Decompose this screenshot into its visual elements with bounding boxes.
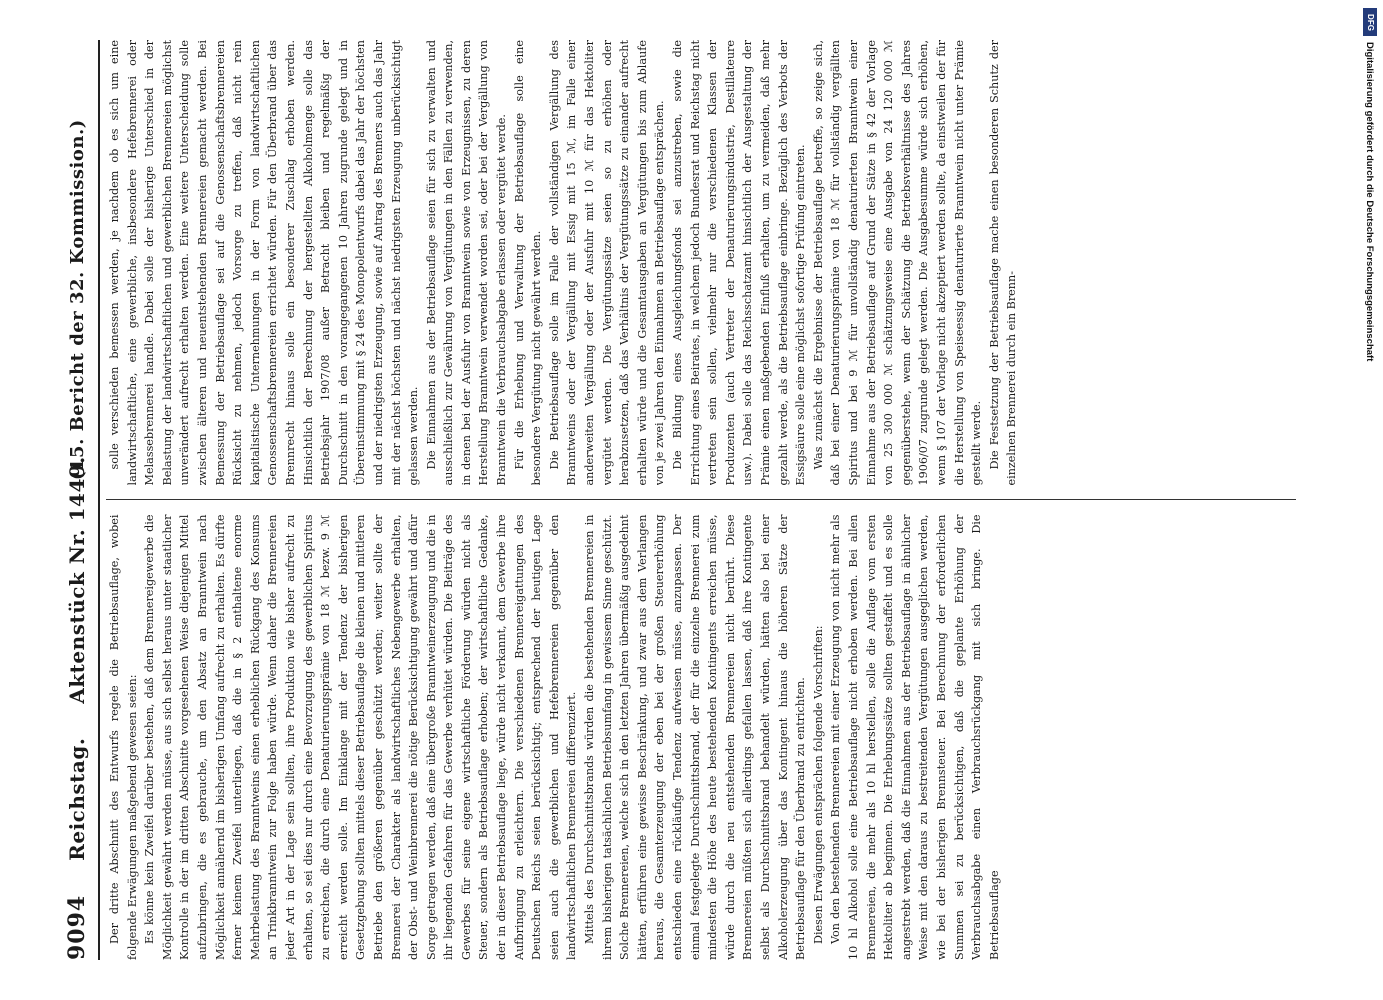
header-title-aktenstueck: Aktenstück Nr. 1449. bbox=[65, 456, 89, 704]
header-title-bericht: (15. Bericht der 32. Kommission.) bbox=[66, 119, 88, 480]
paragraph: Es könne kein Zweifel darüber bestehen, daß dem Brennereigewerbe die Möglichkeit gewährt werden müsse, aus sich selbst heraus unter staatlicher Kontrolle in der im dritten Abschnitte vorgesehenen Weise diejenigen Mittel aufzubringen, die es gebrauche, um den Absatz an Branntwein nach Möglichkeit annähernd im bisherigen Umfang aufrecht zu erhalten. Es dürfte ferner keinem Zweifel unterliegen, daß die in § 2 enthaltene enorme Mehrbelastung des Branntweins einen erheblichen Rückgang des Konsums an Trinkbranntwein zur Folge haben würde. Wenn daher die Brennereien jeder Art in der Lage sein sollten, ihre Produktion wie bisher aufrecht zu erhalten, so sei dies nur durch eine Bevorzugung des gewerblichen Spiritus zu erreichen, die durch eine Denaturierungsprämie von 18 ℳ bezw. 9 ℳ erreicht werden solle. Im Einklange mit der Tendenz der bisherigen Gesetzgebung sollten mittels dieser Betriebsauflage die kleinen und mittleren Betriebe den größeren gegenüber geschützt werden; weiter sollte der Brennerei der Charakter als landwirtschaftliches Nebengewerbe erhalten, der Obst- und Weinbrennerei die nötige Berücksichtigung gewährt und dafür Sorge getragen werden, daß eine übergroße Branntweinerzeugung und die in ihr liegenden Gefahren für das Gewerbe verhütet würden. Die Beiträge des Gewerbes für seine eigene wirtschaftliche Förderung würden nicht als Steuer, sondern als Betriebsauflage erhoben; der wirtschaftliche Gedanke, der in dieser Betriebsauflage liege, würde nicht verkannt, dem Gewerbe ihre Aufbringung zu erleichtern. Die verschiedenen Brennereigattungen des Deutschen Reichs seien berücksichtigt; entsprechend der heutigen Lage seien auch die gewerblichen und Hefebrennereien gegenüber den landwirtschaftlichen Brennereien differenziert. bbox=[143, 514, 579, 960]
dfg-logo-text: DFG bbox=[1365, 13, 1375, 31]
paragraph: solle verschieden bemessen werden, je nachdem ob es sich um eine landwirtschaftliche, eine gewerbliche, insbesondere Hefebrennerei oder Melassebrennerei handle. Dabei solle der bisherige Unterschied in der Belastung der landwirtschaftlichen und gewerblichen Brennereien möglichst unverändert aufrecht erhalten werden. Eine weitere Unterscheidung solle zwischen älteren und neuentstehenden Brennereien gemacht werden. Bei Bemessung der Betriebsauflage sei auf die Genossenschaftsbrennereien Rücksicht zu nehmen, jedoch Vorsorge zu treffen, daß nicht rein kapitalistische Unternehmungen in der Form von landwirtschaftlichen Genossenschaftsbrennereien errichtet würden. Für den Überbrand über das Brennrecht hinaus solle ein besonderer Zuschlag erhoben werden. Hinsichtlich der Berechnung der hergestellten Alkoholmenge solle das Betriebsjahr 1907/08 außer Betracht bleiben und regelmäßig der Durchschnitt in den vorangegangenen 10 Jahren zugrunde gelegt und in Übereinstimmung mit § 24 des Monopolentwurfs dabei das Jahr der höchsten und der niedrigsten Erzeugung, sowie auf Antrag des Brenners auch das Jahr mit der nächst höchsten und nächst niedrigsten Erzeugung unberücksichtigt gelassen werden. bbox=[108, 39, 421, 486]
left-column bbox=[106, 514, 1296, 960]
text-columns bbox=[106, 40, 1296, 960]
paragraph: Die Bildung eines Ausgleichungsfonds sei anzustreben, sowie die Errichtung eines Beirates, in welchem jedoch Bundesrat und Reichstag nicht vertreten sein sollen, vielmehr nur die verschiedenen Klassen der Produzenten (auch Vertreter der Denaturierungsindustrie, Destillateure usw.). Dabei solle das Reichsschatzamt hinsichtlich der Ausgestaltung der Prämie einen maßgebenden Einfluß erhalten, um zu vermeiden, daß mehr gezahlt werde, als die Betriebsauflage einbringe. Bezüglich des Verbots der Essigsäure solle eine möglichst sofortige Prüfung eintreten. bbox=[671, 39, 808, 486]
right-column bbox=[106, 40, 1296, 486]
paragraph: Der dritte Abschnitt des Entwurfs regele die Betriebsauflage, wobei folgende Erwägungen maßgebend gewesen seien: bbox=[108, 514, 139, 960]
paragraph: Die Einnahmen aus der Betriebsauflage seien für sich zu verwalten und ausschließlich zur Gewährung von Vergütungen in den Fällen zu verwenden, in denen bei der Ausfuhr von Branntwein sowie von Erzeugnissen, zu deren Herstellung Branntwein verwendet worden sei, oder bei der Vergällung von Branntwein die Verbrauchsabgabe erlassen oder vergütet werde. bbox=[424, 39, 509, 486]
funding-credit-text: Digitalisierung gefördert durch die Deutsche Forschungsgemeinschaft bbox=[1364, 42, 1375, 362]
header-left bbox=[64, 456, 90, 960]
column-divider bbox=[106, 500, 1296, 501]
header-rule bbox=[98, 40, 100, 960]
rotated-page-content bbox=[60, 40, 1300, 960]
header-title-reichstag: Reichstag. bbox=[65, 737, 89, 861]
paragraph: Die Festsetzung der Betriebsauflage mache einen besonderen Schutz der einzelnen Brennerei durch ein Brenn- bbox=[987, 39, 1019, 486]
paragraph: Mittels des Durchschnittsbrands würden die bestehenden Brennereien in ihrem bisherigen tatsächlichen Betriebsumfang in gewissem Sinne geschützt. Solche Brennereien, welche sich in den letzten Jahren übermäßig ausgedehnt hätten, erführen eine gewisse Beschränkung, und zwar aus dem Verlangen heraus, die Gesamterzeugung der eben bei der großen Steuererhöhung entschieden eine rückläufige Tendenz aufweisen müsse, anzupassen. Der einmal festgelegte Durchschnittsbrand, der für die einzelne Brennerei zum mindesten die Höhe des heute bestehenden Kontingents erreichen müsse, würde durch die neu entstehenden Brennereien nicht berührt. Diese Brennereien müßten sich allerdings gefallen lassen, daß ihre Kontingente selbst als Durchschnittsbrand behandelt würden, hätten also bei einer Alkoholerzeugung über das Kontingent hinaus die höheren Sätze der Betriebsauflage für den Überbrand zu entrichten. bbox=[583, 514, 808, 960]
paragraph: Diesen Erwägungen entsprächen folgende Vorschriften: bbox=[811, 625, 825, 944]
page-number: 9094 bbox=[64, 894, 90, 960]
paragraph: Für die Erhebung und Verwaltung der Betriebsauflage solle eine besondere Vergütung nicht gewährt werden. bbox=[512, 39, 544, 486]
paragraph: Von den bestehenden Brennereien mit einer Erzeugung von nicht mehr als 10 hl Alkohol solle eine Betriebsauflage nicht erhoben werden. Bei allen Brennereien, die mehr als 10 hl herstellen, solle die Auflage vom ersten Hektoliter ab beginnen. Die Erhebungssätze sollten gestaffelt und es solle angestrebt werden, daß die Einnahmen aus der Betriebsauflage in ähnlicher Weise mit den daraus zu bestreitenden Vergütungen ausgeglichen werden, wie bei der bisherigen Brennsteuer. Bei Berechnung der erforderlichen Summen sei zu berücksichtigen, daß die geplante Erhöhung der Verbrauchsabgabe einen Verbrauchsrückgang mit sich bringe. Die Betriebsauflage bbox=[829, 514, 1001, 960]
paragraph: Was zunächst die Ergebnisse der Betriebsauflage betreffe, so zeige sich, daß bei einer Denaturierungsprämie von 18 ℳ für vollständig vergällten Spiritus und bei 9 ℳ für unvollständig denaturierten Branntwein einer Einnahme aus der Betriebsauflage auf Grund der Sätze in § 42 der Vorlage von 25 300 000 ℳ schätzungsweise eine Ausgabe von 24 120 000 ℳ gegenüberstehe, wenn der Schätzung die Betriebsverhältnisse des Jahres 1906/07 zugrunde gelegt werden. Die Ausgabesumme würde sich erhöhen, wenn § 107 der Vorlage nicht akzeptiert werden sollte, da einstweilen der für die Herstellung von Speiseessig denaturierte Branntwein nicht unter Prämie gestellt werde. bbox=[811, 39, 984, 486]
dfg-logo bbox=[1363, 8, 1377, 36]
paragraph: Die Betriebsauflage solle im Falle der vollständigen Vergällung des Branntweins oder der Vergällung mit Essig mit 15 ℳ, im Falle einer anderweiten Vergällung oder der Ausfuhr mit 10 ℳ für das Hektoliter vergütet werden. Die Vergütungssätze seien so zu erhöhen oder herabzusetzen, daß das Verhältnis der Vergütungssätze zu einander aufrecht erhalten würde und die Gesamtausgaben an Vergütungen bis zum Ablaufe von je zwei Jahren den Einnahmen an Betriebsauflage entsprächen. bbox=[547, 39, 667, 486]
funding-credit bbox=[1363, 42, 1377, 1000]
page-header bbox=[60, 40, 94, 960]
